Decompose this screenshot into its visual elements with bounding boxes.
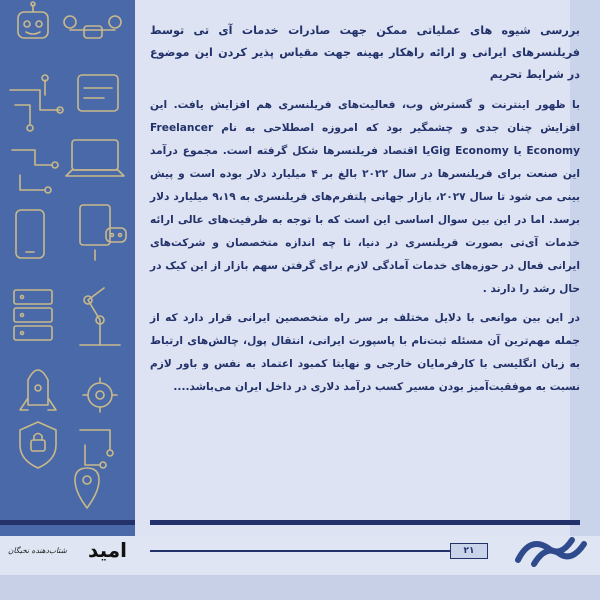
divider-main — [150, 520, 580, 525]
divider-left — [0, 520, 135, 525]
term-freelancer-economy: Freelancer Economy — [150, 122, 580, 157]
page-number: ۲۱ — [450, 543, 488, 559]
brand-block — [0, 536, 135, 564]
server-icon — [14, 290, 52, 340]
footer-strip — [0, 575, 600, 600]
robot-arm-icon — [80, 288, 120, 345]
paragraph-1-part-b: یا — [508, 145, 527, 157]
footer-rule — [150, 550, 450, 552]
article-body — [150, 20, 580, 405]
location-pin-icon — [75, 468, 99, 508]
rocket-icon — [20, 370, 56, 410]
brand-name: امید — [88, 538, 127, 562]
smartphone-icon — [16, 210, 44, 258]
lock-shield-icon — [20, 422, 56, 468]
drone-icon — [64, 16, 121, 38]
logo-mark-icon — [500, 530, 600, 570]
article-paragraph-1 — [150, 94, 580, 301]
settings-gear-icon — [83, 378, 117, 412]
article-title: بررسی شیوه های عملیاتی ممکن جهت صادرات خدمات آی تی توسط فریلنسرهای ایرانی و ارائه راهکار بهینه جهت مقیاس پذیر کردن این موضوع در شرایط تحریم — [150, 24, 580, 81]
game-console-icon — [80, 205, 126, 260]
decorative-icon-panel — [0, 0, 135, 540]
robot-icon — [18, 2, 48, 38]
tech-icons-illustration — [0, 0, 135, 540]
laptop-icon — [66, 140, 124, 176]
paragraph-1-part-a: با ظهور اینترنت و گسترش وب، فعالیت‌های فریلنسری هم افزایش یافت. این افزایش چنان جدی و چشمگیر بود که امروزه اصطلاحی به نام — [150, 99, 580, 134]
article-paragraph-2: در این بین موانعی با دلایل مختلف بر سر راه متخصصین ایرانی قرار دارد که از جمله مهم‌ترین آن مسئله ثبت‌نام با پاسپورت ایرانی، انتقال پول، چالش‌های ارتباط به زبان انگلیسی با کارفرمایان خارجی و نهایتا کمبود اعتماد به نفس و باور لازم نسبت به موفقیت‌آمیز بودن مسیر کسب درآمد دلاری در داخل ایران می‌باشد.... — [150, 312, 580, 393]
paragraph-1-part-c: یا اقتصاد فریلنسرها شکل گرفته است. مجموع درآمد این صنعت برای فریلنسرها در سال ۲۰۲۲ بالغ بر ۴ میلیارد دلار بوده است و پیش بینی می شود تا سال ۲۰۲۷، بازار جهانی پلتفرم‌های فریلنسری به ۹،۱۹ میلیارد دلار برسد. اما در این بین سوال اساسی این است که با توجه به ظرفیت‌های عالی ارائه خدمات آی‌تی بصورت فریلنسری در دنیا، تا چه اندازه متخصصان و شرکت‌های ایرانی فعال در حوزه‌های خدمات آمادگی لازم برای گرفتن سهم بازار از این کیک در حال رشد را دارند . — [150, 145, 580, 295]
circuit-board-icon — [10, 75, 118, 131]
brand-tagline: شتاب‌دهنده نخبگان — [8, 545, 67, 555]
term-gig-economy: Gig Economy — [430, 145, 509, 157]
